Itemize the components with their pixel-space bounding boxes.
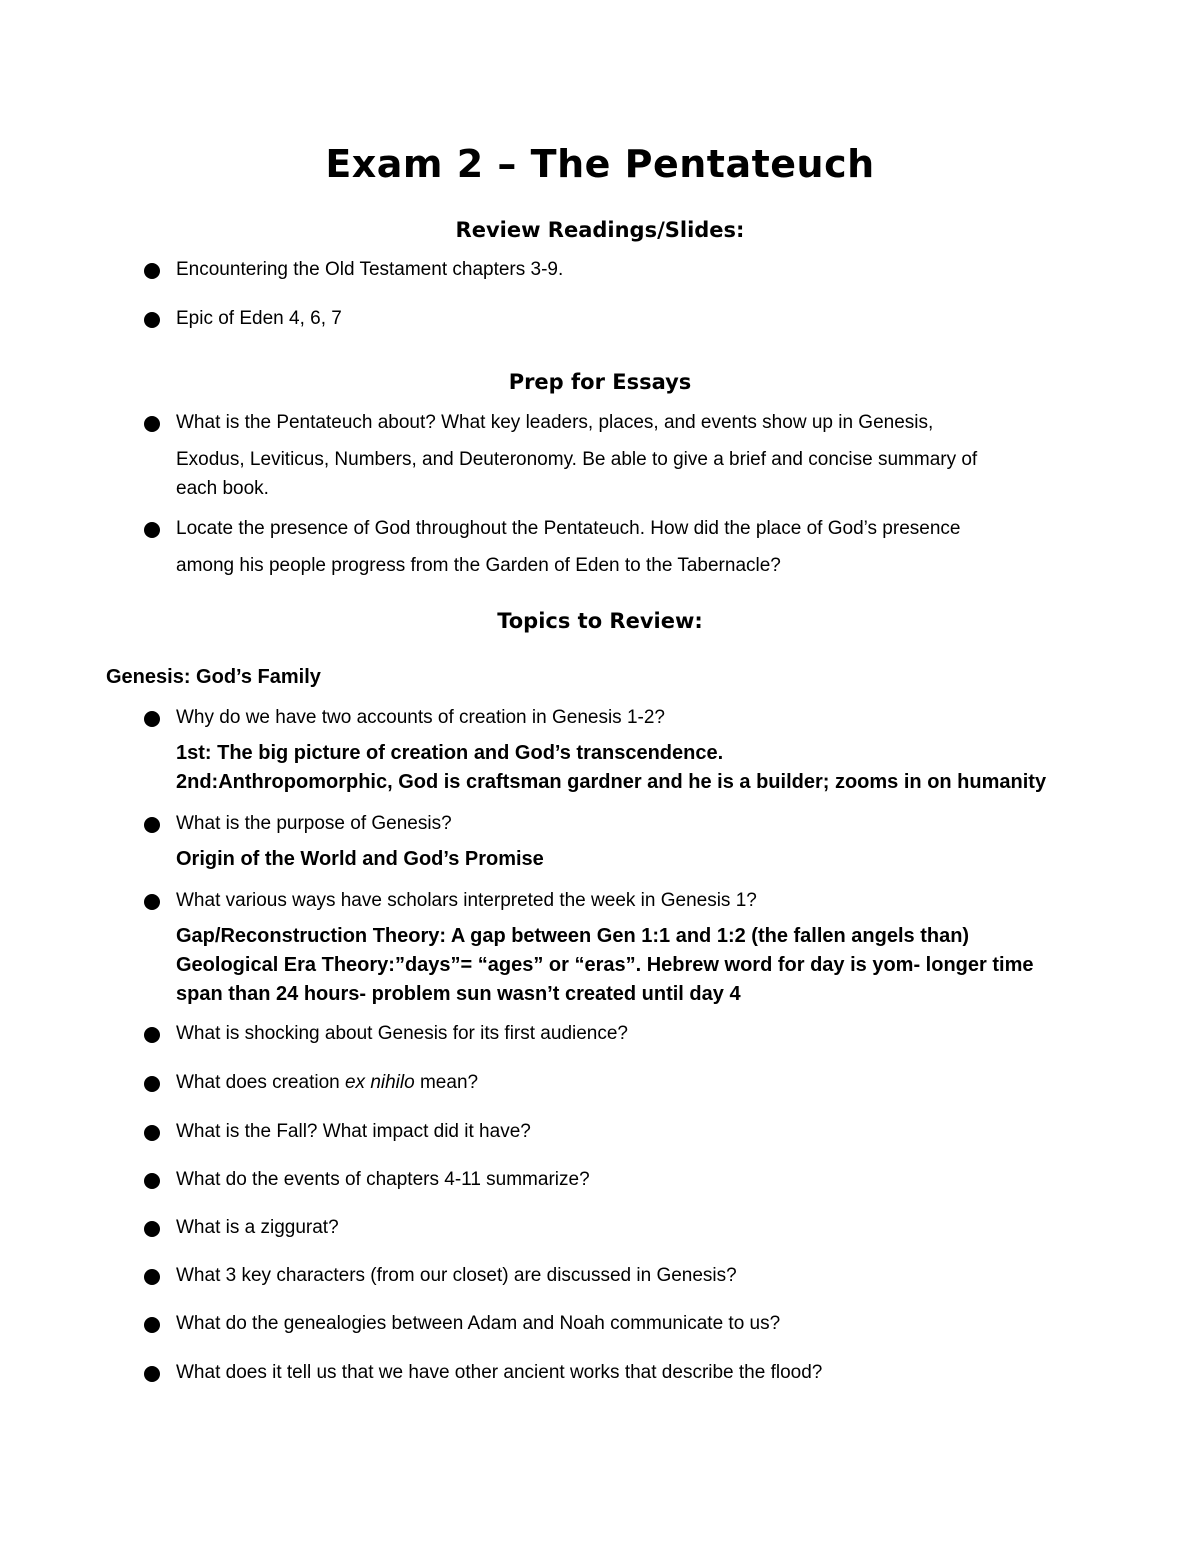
bullet-icon (144, 1076, 160, 1092)
prep-for-essays-heading: Prep for Essays (508, 370, 692, 394)
genesis-subheading: Genesis: God’s Family (106, 666, 321, 688)
essay-prompt-line: What is the Pentateuch about? What key leaders, places, and events show up in Genesis, (176, 412, 934, 433)
answer-line: 2nd:Anthropomorphic, God is craftsman gardner and he is a builder; zooms in on humanity (176, 771, 1047, 793)
review-question: Why do we have two accounts of creation in Genesis 1-2? (176, 707, 665, 728)
question-italic-term: ex nihilo (344, 1072, 415, 1093)
bullet-icon (144, 1173, 160, 1189)
bullet-icon (144, 416, 160, 432)
reading-item: Epic of Eden 4, 6, 7 (176, 308, 342, 329)
bullet-icon (144, 263, 160, 279)
essay-prompt-line: each book. (176, 478, 269, 499)
review-question (176, 1070, 478, 1096)
bullet-icon (144, 894, 160, 910)
bullet-icon (144, 312, 160, 328)
question-text: What does creation (176, 1072, 345, 1093)
bullet-icon (144, 1221, 160, 1237)
reading-item: Encountering the Old Testament chapters 3-9. (176, 259, 564, 280)
essay-prompt-line: among his people progress from the Garden of Eden to the Tabernacle? (176, 555, 781, 576)
answer-line: Origin of the World and God’s Promise (176, 848, 544, 870)
bullet-icon (144, 1269, 160, 1285)
question-text: mean? (414, 1072, 479, 1093)
bullet-icon (144, 1366, 160, 1382)
essay-prompt-line: Exodus, Leviticus, Numbers, and Deuteronomy. Be able to give a brief and concise summary of (176, 449, 978, 470)
review-question: What 3 key characters (from our closet) are discussed in Genesis? (176, 1265, 737, 1286)
essay-prompt-line: Locate the presence of God throughout the Pentateuch. How did the place of God’s presence (176, 518, 961, 539)
answer-line: Gap/Reconstruction Theory: A gap between Gen 1:1 and 1:2 (the fallen angels than) (176, 925, 970, 947)
review-question: What do the events of chapters 4-11 summarize? (176, 1169, 590, 1190)
page-title: Exam 2 – The Pentateuch (325, 142, 875, 186)
bullet-icon (144, 522, 160, 538)
review-question: What is shocking about Genesis for its first audience? (176, 1023, 629, 1044)
bullet-icon (144, 1027, 160, 1043)
review-question: What is the Fall? What impact did it have? (176, 1121, 531, 1142)
topics-to-review-heading: Topics to Review: (497, 609, 703, 633)
review-question: What various ways have scholars interpreted the week in Genesis 1? (176, 890, 757, 911)
bullet-icon (144, 1317, 160, 1333)
review-question: What is the purpose of Genesis? (176, 813, 452, 834)
review-readings-heading: Review Readings/Slides: (455, 218, 745, 242)
bullet-icon (144, 1125, 160, 1141)
bullet-icon (144, 711, 160, 727)
bullet-icon (144, 817, 160, 833)
answer-line: 1st: The big picture of creation and God’s transcendence. (176, 742, 724, 764)
review-question: What does it tell us that we have other ancient works that describe the flood? (176, 1362, 823, 1383)
answer-line: span than 24 hours- problem sun wasn’t created until day 4 (176, 983, 741, 1005)
review-question: What is a ziggurat? (176, 1217, 339, 1238)
answer-line: Geological Era Theory:”days”= “ages” or “eras”. Hebrew word for day is yom- longer time (176, 954, 1034, 976)
review-question: What do the genealogies between Adam and Noah communicate to us? (176, 1313, 781, 1334)
